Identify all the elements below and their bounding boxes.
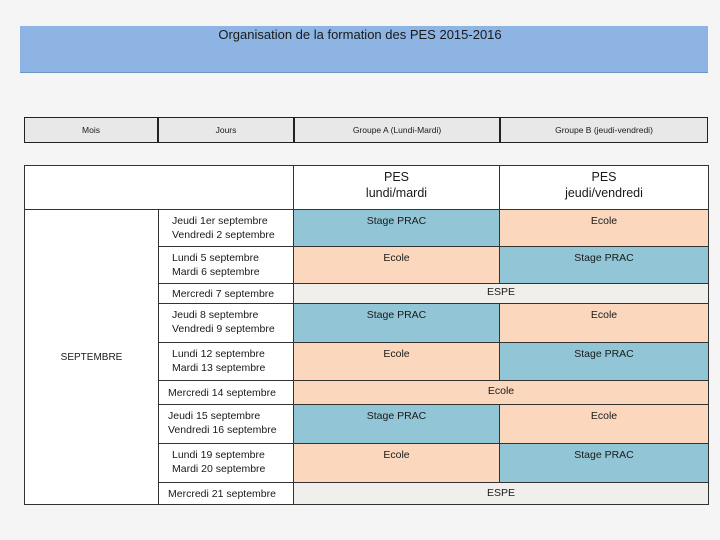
pes-b-line1: PES xyxy=(591,170,617,184)
group-a-activity: Stage PRAC xyxy=(294,304,500,343)
date-line: Vendredi 2 septembre xyxy=(172,229,275,241)
group-b-activity: Ecole xyxy=(500,304,709,343)
pes-group-b-header xyxy=(500,166,709,210)
group-b-activity: Ecole xyxy=(500,405,709,444)
date-line: Lundi 19 septembre xyxy=(172,449,265,461)
date-cell xyxy=(159,210,294,247)
group-a-activity: Ecole xyxy=(294,444,500,483)
pes-group-a-header xyxy=(294,166,500,210)
date-line: Lundi 12 septembre xyxy=(172,348,265,360)
date-line: Jeudi 1er septembre xyxy=(172,215,268,227)
date-line: Mardi 13 septembre xyxy=(172,362,266,374)
espe-span-cell: ESPE xyxy=(294,483,709,505)
header-groupe-a: Groupe A (Lundi-Mardi) xyxy=(294,117,500,143)
date-line: Jeudi 15 septembre xyxy=(168,410,261,422)
schedule-table xyxy=(24,165,709,505)
pes-header-row xyxy=(25,166,709,210)
header-groupe-b: Groupe B (jeudi-vendredi) xyxy=(500,117,708,143)
header-jours: Jours xyxy=(158,117,294,143)
header-mois: Mois xyxy=(24,117,158,143)
date-line: Jeudi 8 septembre xyxy=(172,309,259,321)
group-a-activity: Ecole xyxy=(294,343,500,381)
group-b-activity: Stage PRAC xyxy=(500,343,709,381)
group-b-activity: Ecole xyxy=(500,210,709,247)
date-line: Mardi 6 septembre xyxy=(172,266,260,278)
pes-b-line2: jeudi/vendredi xyxy=(565,186,643,200)
date-cell xyxy=(159,381,294,405)
date-cell xyxy=(159,247,294,284)
date-cell xyxy=(159,483,294,505)
group-a-activity: Stage PRAC xyxy=(294,210,500,247)
date-line: Vendredi 9 septembre xyxy=(172,323,275,335)
date-cell xyxy=(159,444,294,483)
date-cell xyxy=(159,343,294,381)
group-a-activity: Stage PRAC xyxy=(294,405,500,444)
group-a-activity: Ecole xyxy=(294,247,500,284)
date-line: Mercredi 7 septembre xyxy=(172,288,275,300)
date-line: Mardi 20 septembre xyxy=(172,463,266,475)
group-b-activity: Stage PRAC xyxy=(500,444,709,483)
date-line: Vendredi 16 septembre xyxy=(168,424,277,436)
pes-a-line1: PES xyxy=(383,170,409,184)
blank-header-cell xyxy=(25,166,294,210)
table-row xyxy=(25,210,709,247)
month-cell: SEPTEMBRE xyxy=(25,210,159,505)
date-cell xyxy=(159,405,294,444)
ecole-span-cell: Ecole xyxy=(294,381,709,405)
date-line: Lundi 5 septembre xyxy=(172,252,259,264)
date-line: Mercredi 21 septembre xyxy=(168,488,276,500)
group-b-activity: Stage PRAC xyxy=(500,247,709,284)
espe-span-cell: ESPE xyxy=(294,284,709,304)
date-cell xyxy=(159,304,294,343)
date-line: Mercredi 14 septembre xyxy=(168,387,276,399)
page-title: Organisation de la formation des PES 2015-2016 xyxy=(218,27,502,42)
pes-a-line2: lundi/mardi xyxy=(365,186,428,200)
date-cell xyxy=(159,284,294,304)
